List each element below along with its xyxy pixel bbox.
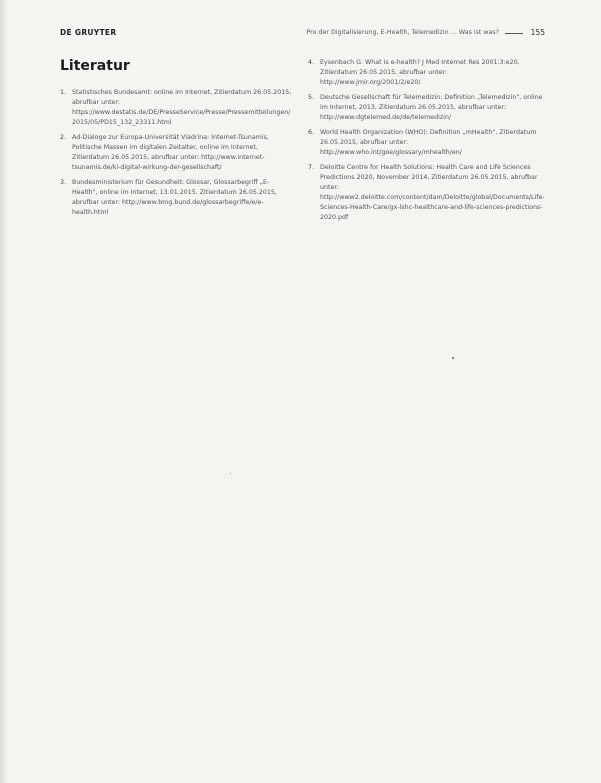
scan-speck <box>452 357 454 359</box>
publisher-name: DE GRUYTER <box>60 28 117 37</box>
reference-text: Eysenbach G. What is e-health? J Med Internet Res 2001;3:e20, Zitierdatum 26.05.2015, abrufbar unter: http://www.jmir.org/2001/2/e20/ <box>320 59 520 86</box>
header-dash <box>505 33 523 34</box>
section-title: Literatur <box>60 58 130 74</box>
reference-text: Deutsche Gesellschaft für Telemedizin: Definition „Telemedizin", online im Internet, 2013, Zitierdatum 26.05.2015, abrufbar unter: http://www.dgtelemed.de/de/telemedizin/ <box>320 94 543 121</box>
running-header <box>60 24 545 40</box>
reference-list-left <box>60 88 292 223</box>
reference-text: Bundesministerium für Gesundheit: Glossar, Glossarbegriff „E-Health", online im Internet, 13.01.2015, Zitierdatum 26.05.2015, abrufbar unter: http://www.bmg.bund.de/glossarbegriffe/e/e-health.html <box>72 179 277 216</box>
reference-item-7 <box>308 163 546 223</box>
reference-item-6 <box>308 128 546 158</box>
reference-number: 1. <box>60 89 67 96</box>
reference-text: Deloitte Centre for Health Solutions: Health Care and Life Sciences Predictions 2020, November 2014, Zitierdatum 26.05.2015, abrufbar unter: http://www2.deloitte.com/content/dam/Deloitte/global/Documents/Life-Sciences-Health-Care/gx-lshc-healthcare-and-life-sciences-predictions-2020.pdf <box>320 164 545 221</box>
reference-item-2 <box>60 133 292 173</box>
reference-list-right <box>308 58 546 228</box>
reference-number: 7. <box>308 164 315 171</box>
reference-text: Ad-Dialoge zur Europa-Universität Viadrina: Internet-Tsunamis, Politische Massen im digitalen Zeitalter, online im Internet, Zitierdatum 26.05.2015, abrufbar unter: http://www.internet-tsunamis.de/ki-digital-wirkung-der-gesellschaft/ <box>72 134 269 171</box>
reference-item-1 <box>60 88 292 128</box>
reference-text: Statistisches Bundesamt: online im Internet, Zitierdatum 26.05.2015, abrufbar unter: https://www.destatis.de/DE/PresseService/Presse/Pressemitteilungen/2015/05/PD15_132_23311.html <box>72 89 292 126</box>
running-chapter-title: Pro der Digitalisierung, E-Health, Telemedizin … Was ist was? <box>306 29 499 36</box>
reference-number: 2. <box>60 134 67 141</box>
reference-item-3 <box>60 178 292 218</box>
page-scan-edge <box>0 0 8 783</box>
reference-number: 6. <box>308 129 315 136</box>
reference-number: 3. <box>60 179 67 186</box>
reference-number: 4. <box>308 59 315 66</box>
reference-text: World Health Organization (WHO): Definition „mHealth", Zitierdatum 26.05.2015, abrufbar unter: http://www.who.int/goe/glossary/mhealth/en/ <box>320 129 537 156</box>
reference-item-4 <box>308 58 546 88</box>
reference-number: 5. <box>308 94 315 101</box>
reference-item-5 <box>308 93 546 123</box>
scan-speck <box>230 473 231 474</box>
page-number: 155 <box>530 28 545 37</box>
